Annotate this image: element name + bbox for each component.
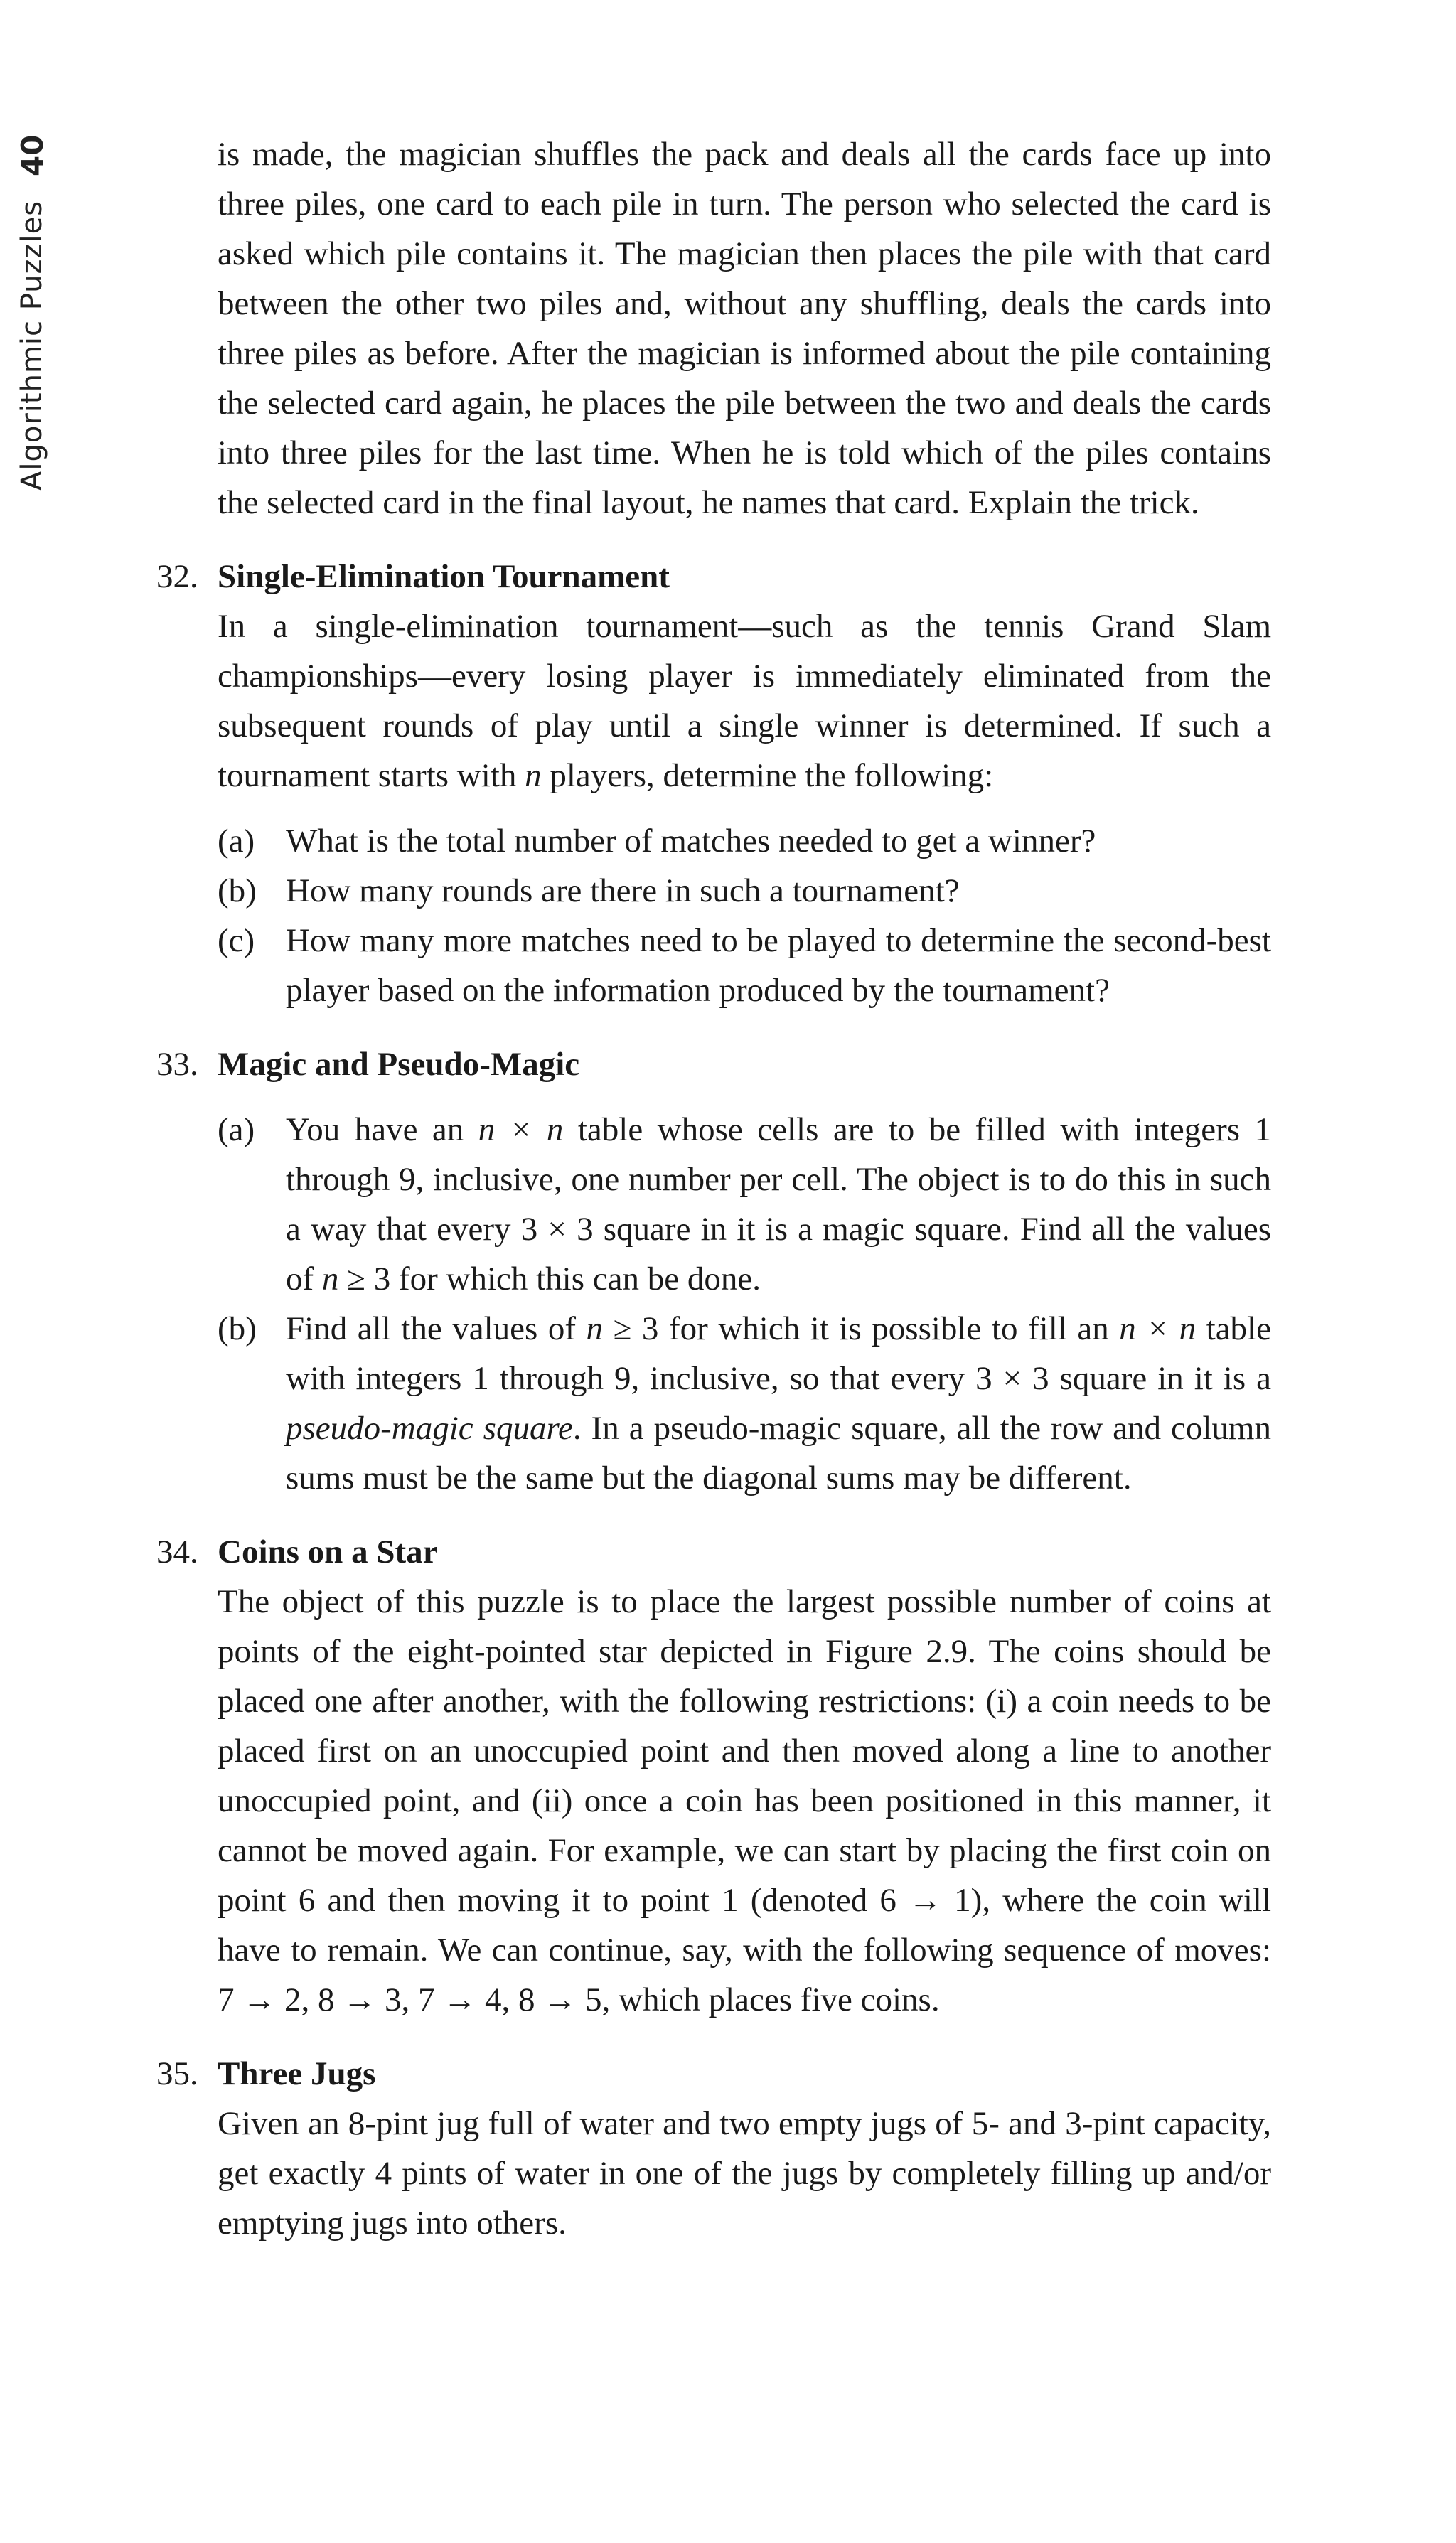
- problem-text: The object of this puzzle is to place the largest possible number of coins at points of the eight-pointed star depicted in Figure 2.9. The coins should be placed one after another, with the following restrictions: (i) a coin needs to be placed first on an unoccupied point and then moved along a line to another unoccupied point, and (ii) once a coin has been positioned in this manner, it cannot be moved again. For example, we can start by placing the first coin on point 6 and then moving it to point 1 (denoted 6 → 1), where the coin will have to remain. We can continue, say, with the following sequence of moves: 7 → 2, 8 → 3, 7 → 4, 8 → 5, which places five coins.: [218, 1583, 1271, 2018]
- problem-number: 32.: [156, 558, 198, 595]
- part-b: [218, 866, 1271, 916]
- problem-heading: [156, 1527, 1271, 1577]
- part-a: [218, 1105, 1271, 1304]
- part-text: How many more matches need to be played to determine the second-best player based on the information produced by the tournament?: [286, 922, 1271, 1009]
- problem-title: Single-Elimination Tournament: [218, 558, 670, 595]
- part-label: (a): [218, 1111, 255, 1148]
- part-label: (b): [218, 1310, 257, 1347]
- part-text: You have an n × n table whose cells are to be filled with integers 1 through 9, inclusive, one number per cell. The object is to do this in such a way that every 3 × 3 square in it is a magic square. Find all the values of n ≥ 3 for which this can be done.: [286, 1111, 1271, 1297]
- part-label: (c): [218, 922, 255, 959]
- page-body: [156, 129, 1271, 2248]
- problem-33: [156, 1039, 1271, 1503]
- problem-text: In a single-elimination tournament—such as the tennis Grand Slam championships—every losing player is immediately eliminated from the subsequent rounds of play until a single winner is determined. If such a tournament starts with n players, determine the following:: [218, 608, 1271, 794]
- part-label: (b): [218, 872, 257, 909]
- problem-32: [156, 552, 1271, 1015]
- problem-35: [156, 2049, 1271, 2248]
- problem-heading: [156, 1039, 1271, 1089]
- book-title: Algorithmic Puzzles: [16, 200, 48, 491]
- problem-title: Coins on a Star: [218, 1533, 438, 1570]
- problem-34: [156, 1527, 1271, 2025]
- part-text: What is the total number of matches needed to get a winner?: [286, 823, 1096, 860]
- problem-title: Magic and Pseudo-Magic: [218, 1046, 580, 1083]
- part-text: How many rounds are there in such a tournament?: [286, 872, 960, 909]
- problem-parts: [218, 816, 1271, 1015]
- continuation-paragraph: is made, the magician shuffles the pack and deals all the cards face up into three piles, one card to each pile in turn. The person who selected the card is asked which pile contains it. The magician then places the pile with that card between the other two piles and, without any shuffling, deals the cards into three piles as before. After the magician is informed about the pile containing the selected card again, he places the pile between the two and deals the cards into three piles for the last time. When he is told which of the piles contains the selected card in the final layout, he names that card. Explain the trick.: [218, 136, 1271, 521]
- problem-number: 33.: [156, 1046, 198, 1083]
- problem-title: Three Jugs: [218, 2055, 376, 2092]
- part-b: [218, 1304, 1271, 1503]
- running-head: [7, 121, 57, 491]
- problem-heading: [156, 552, 1271, 601]
- page-number: 40: [14, 134, 50, 176]
- emphasized-term: pseudo-magic square: [286, 1410, 573, 1447]
- problem-parts: [218, 1105, 1271, 1503]
- problem-heading: [156, 2049, 1271, 2099]
- part-a: [218, 816, 1271, 866]
- problem-number: 35.: [156, 2055, 198, 2092]
- part-c: [218, 916, 1271, 1015]
- part-label: (a): [218, 823, 255, 860]
- variable-n: n: [525, 757, 542, 794]
- part-text: Find all the values of n ≥ 3 for which it is possible to fill an n × n table with integers 1 through 9, inclusive, so that every 3 × 3 square in it is a pseudo-magic square. In a pseudo-magic square, all the row and column sums must be the same but the diagonal sums may be different.: [286, 1310, 1271, 1497]
- problem-text: Given an 8-pint jug full of water and two empty jugs of 5- and 3-pint capacity, get exactly 4 pints of water in one of the jugs by completely filling up and/or emptying jugs into others.: [218, 2105, 1271, 2242]
- problem-number: 34.: [156, 1533, 198, 1570]
